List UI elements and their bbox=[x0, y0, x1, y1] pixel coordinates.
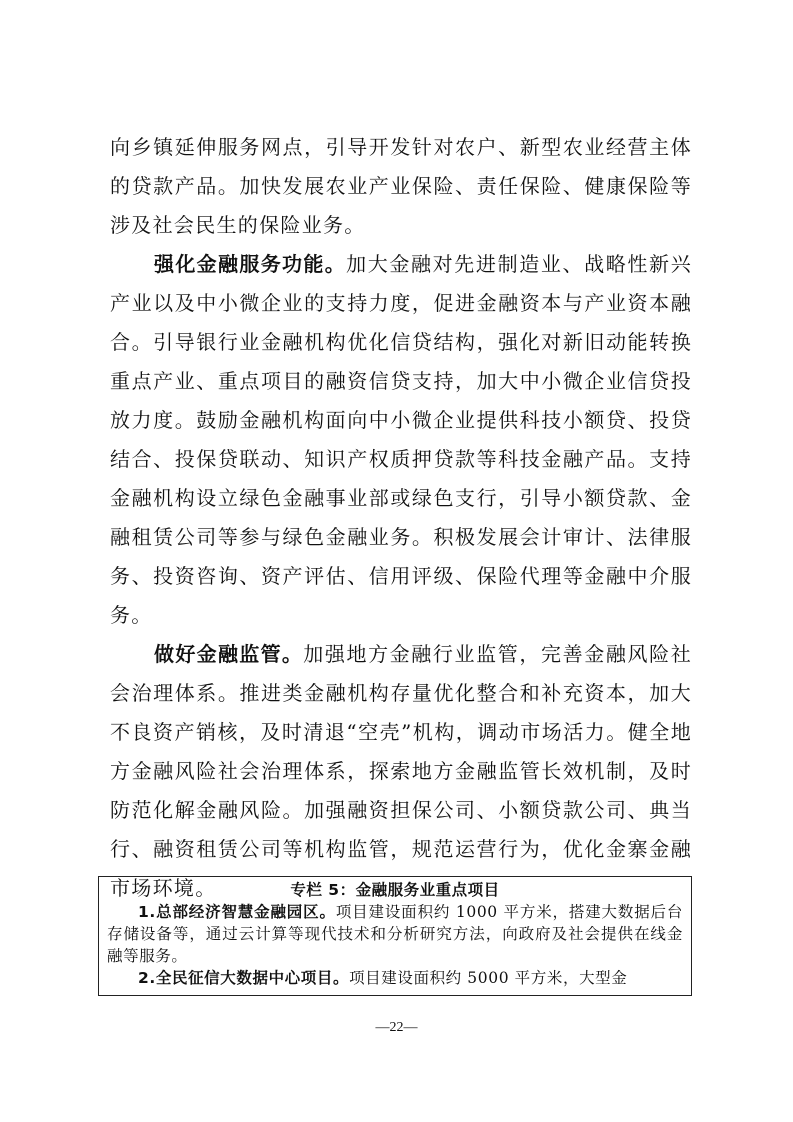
feature-box-item-heading: 2.全民征信大数据中心项目。 bbox=[138, 969, 350, 987]
paragraph-text: 加强地方金融行业监管，完善金融风险社会治理体系。推进类金融机构存量优化整合和补充资本，加大不良资产销核，及时清退“空壳”机构，调动市场活力。健全地方金融风险社会治理体系，探索地方金融监管长效机制，及时防范化解金融风险。加强融资担保公司、小额贷款公司、典当行、融资租赁公司等机构监管，规范运营行为，优化金寨金融市场环境。 bbox=[110, 642, 692, 900]
paragraph-heading: 强化金融服务功能。 bbox=[154, 252, 347, 276]
paragraph-heading: 做好金融监管。 bbox=[154, 642, 304, 666]
paragraph-financial-services bbox=[110, 245, 692, 635]
page-number: —22— bbox=[375, 1020, 418, 1035]
feature-box-item-text: 项目建设面积约 5000 平方米，大型金 bbox=[349, 969, 628, 987]
paragraph-continuation bbox=[110, 128, 692, 245]
paragraph-text: 向乡镇延伸服务网点，引导开发针对农户、新型农业经营主体的贷款产品。加快发展农业产业保险、责任保险、健康保险等涉及社会民生的保险业务。 bbox=[110, 135, 692, 237]
feature-box-item bbox=[107, 967, 683, 989]
feature-box-item-heading: 1.总部经济智慧金融园区。 bbox=[138, 903, 336, 921]
body-text bbox=[110, 128, 692, 908]
feature-box bbox=[98, 876, 692, 996]
feature-box-item bbox=[107, 901, 683, 967]
paragraph-financial-supervision bbox=[110, 635, 692, 908]
paragraph-text: 加大金融对先进制造业、战略性新兴产业以及中小微企业的支持力度，促进金融资本与产业资本融合。引导银行业金融机构优化信贷结构，强化对新旧动能转换重点产业、重点项目的融资信贷支持，加大中小微企业信贷投放力度。鼓励金融机构面向中小微企业提供科技小额贷、投贷结合、投保贷联动、知识产权质押贷款等科技金融产品。支持金融机构设立绿色金融事业部或绿色支行，引导小额贷款、金融租赁公司等参与绿色金融业务。积极发展会计审计、法律服务、投资咨询、资产评估、信用评级、保险代理等金融中介服务。 bbox=[110, 252, 692, 627]
feature-box-title: 专栏 5：金融服务业重点项目 bbox=[290, 881, 500, 899]
feature-box-item-text: 项目建设面积约 1000 平方米，搭建大数据后台存储设备等，通过云计算等现代技术和分析研究方法，向政府及社会提供在线金融等服务。 bbox=[107, 903, 683, 965]
